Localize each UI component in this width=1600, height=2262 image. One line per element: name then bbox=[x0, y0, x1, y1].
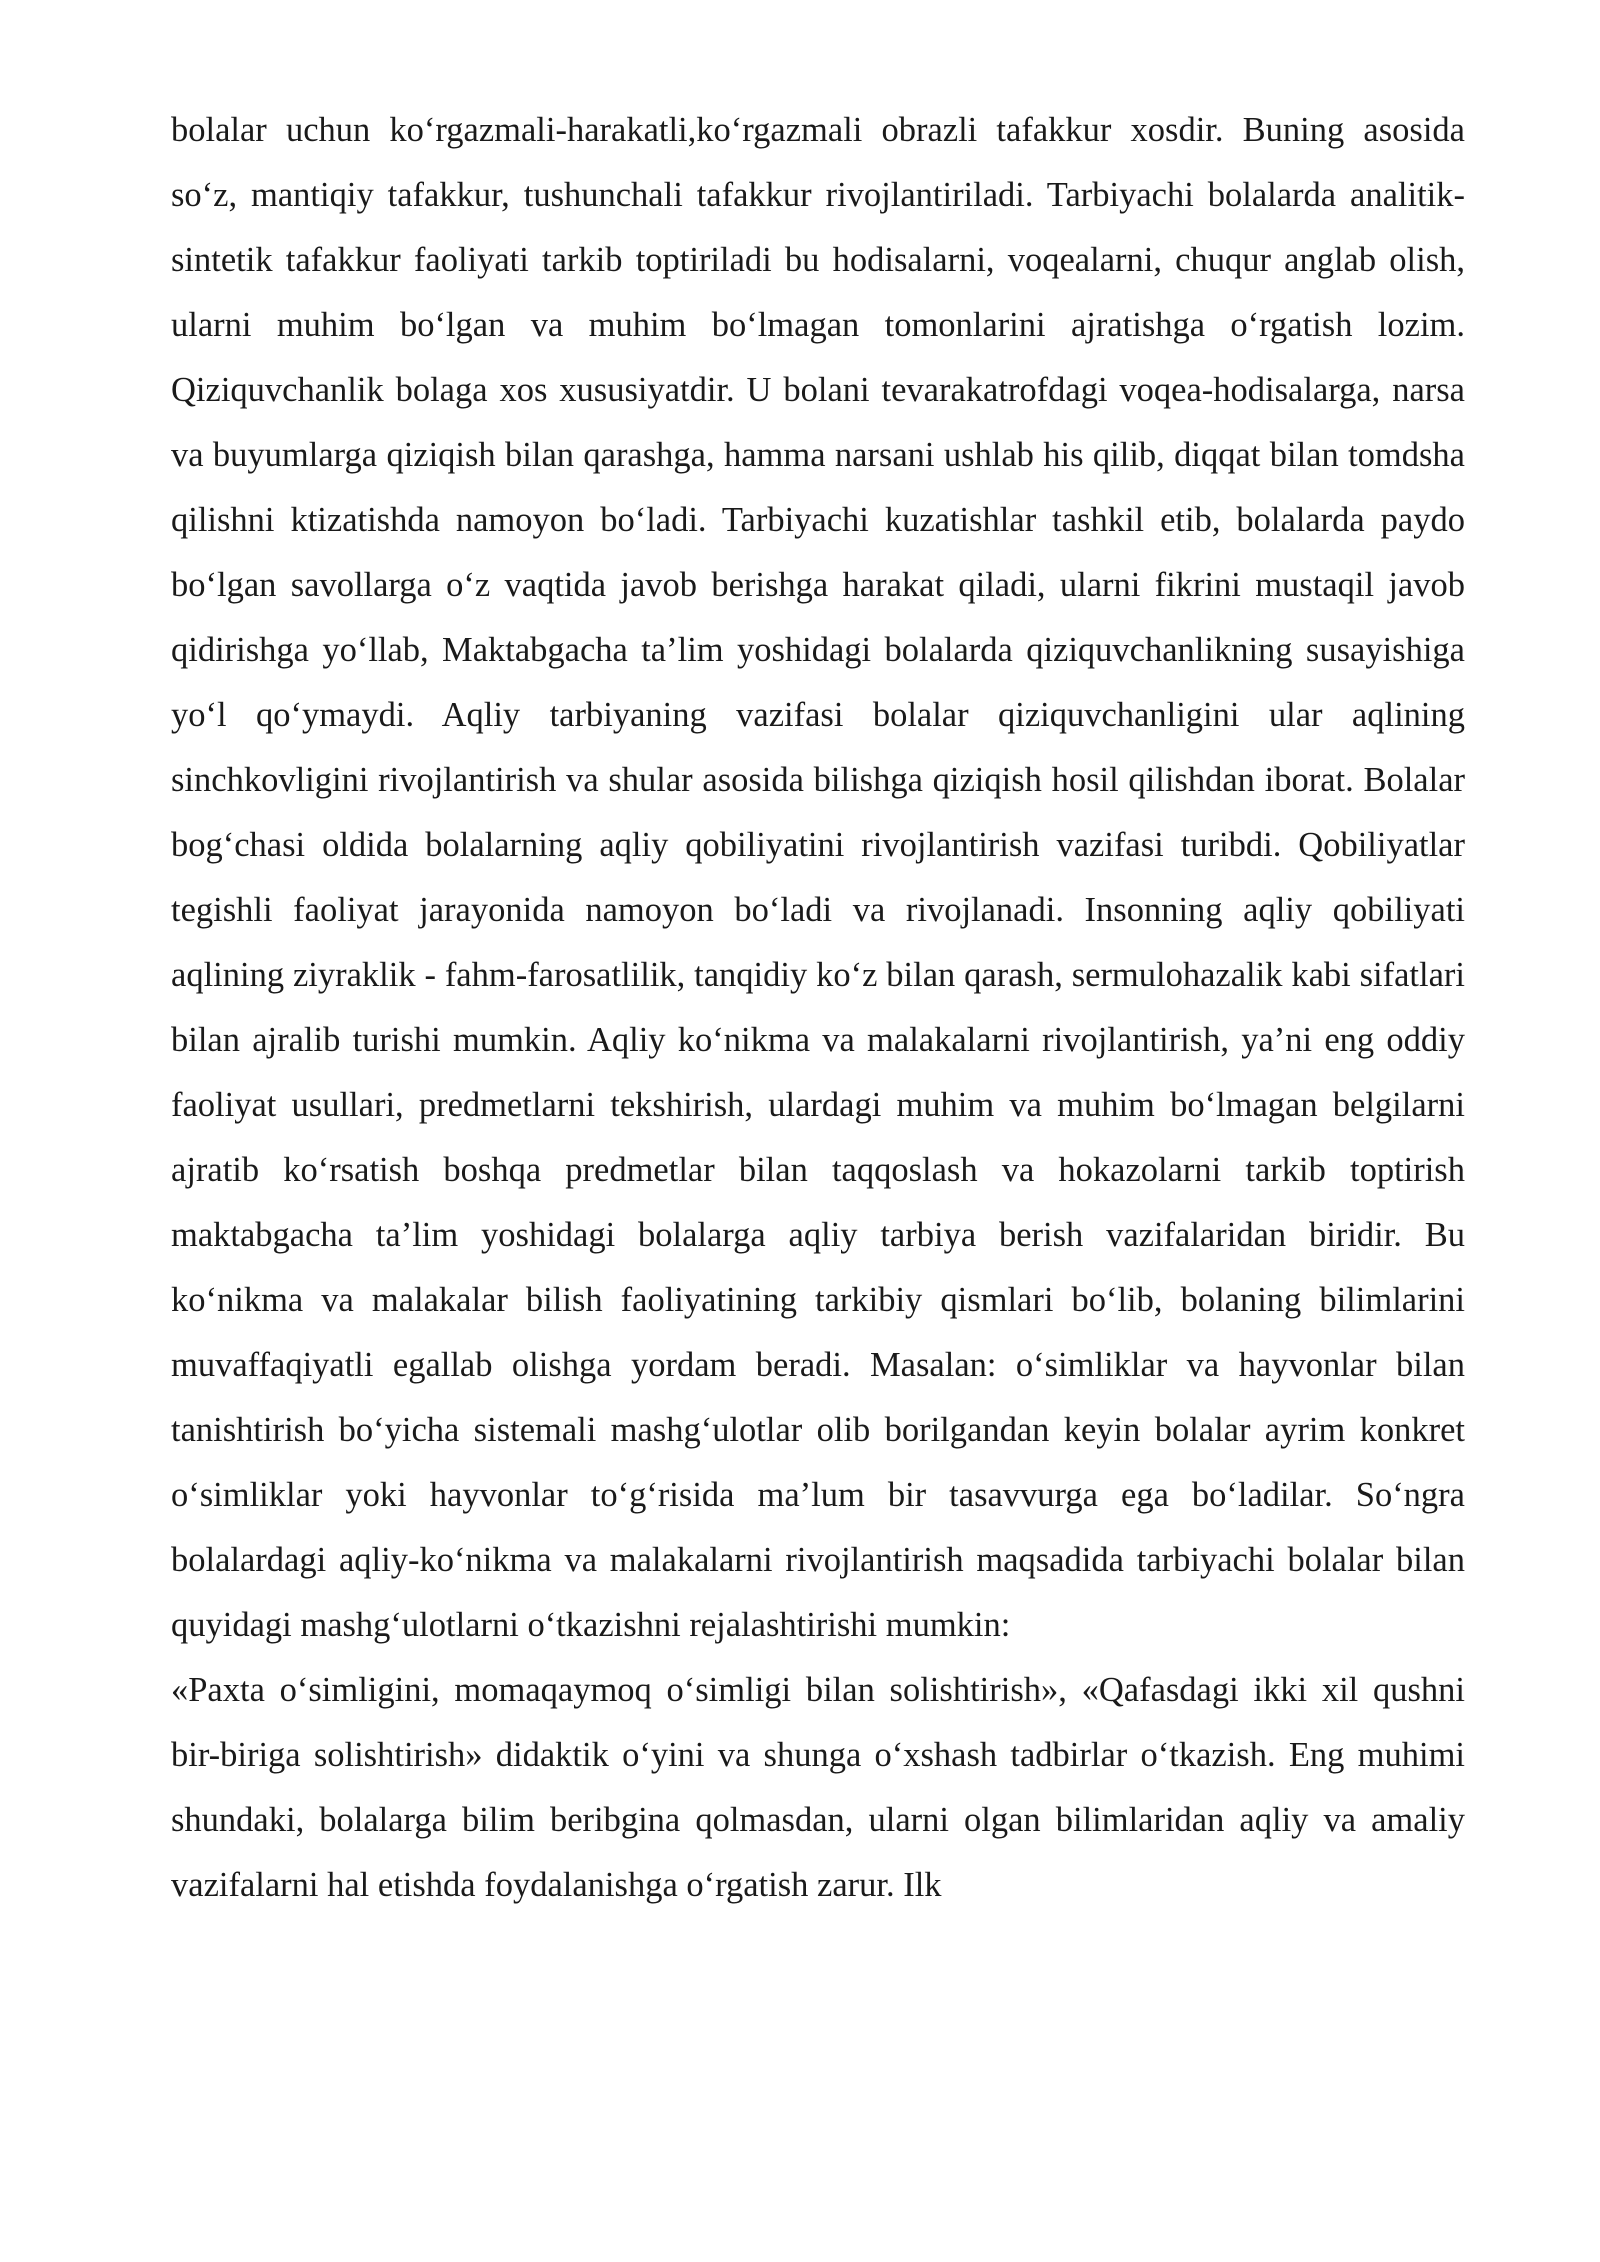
document-body bbox=[171, 98, 1465, 1918]
body-paragraph-2: «Paxta o‘simligini, momaqaymoq o‘simligi bilan solishtirish», «Qafasdagi ikki xil qushni bir-biriga solishtirish» didaktik o‘yini va shunga o‘xshash tadbirlar o‘tkazish. Eng muhimi shundaki, bolalarga bilim beribgina qolmasdan, ularni olgan bilimlaridan aqliy va amaliy vazifalarni hal etishda foydalanishga o‘rgatish zarur. Ilk bbox=[171, 1671, 1465, 1904]
body-paragraph-1: bolalar uchun ko‘rgazmali-harakatli,ko‘rgazmali obrazli tafakkur xosdir. Buning asosida so‘z, mantiqiy tafakkur, tushunchali tafakkur rivojlantiriladi. Tarbiyachi bolalarda analitik-sintetik tafakkur faoliyati tarkib toptiriladi bu hodisalarni, voqealarni, chuqur anglab olish, ularni muhim bo‘lgan va muhim bo‘lmagan tomonlarini ajratishga o‘rgatish lozim. Qiziquvchanlik bolaga xos xususiyatdir. U bolani tevarakatrofdagi voqea-hodisalarga, narsa va buyumlarga qiziqish bilan qarashga, hamma narsani ushlab his qilib, diqqat bilan tomdsha qilishni ktizatishda namoyon bo‘ladi. Tarbiyachi kuzatishlar tashkil etib, bolalarda paydo bo‘lgan savollarga o‘z vaqtida javob berishga harakat qiladi, ularni fikrini mustaqil javob qidirishga yo‘llab, Maktabgacha ta’lim yoshidagi bolalarda qiziquvchanlikning susayishiga yo‘l qo‘ymaydi. Aqliy tarbiyaning vazifasi bolalar qiziquvchanligini ular aqlining sinchkovligini rivojlantirish va shular asosida bilishga qiziqish hosil qilishdan iborat. Bolalar bog‘chasi oldida bolalarning aqliy qobiliyatini rivojlantirish vazifasi turibdi. Qobiliyatlar tegishli faoliyat jarayonida namoyon bo‘ladi va rivojlanadi. Insonning aqliy qobiliyati aqlining ziyraklik - fahm-farosatlilik, tanqidiy ko‘z bilan qarash, sermulohazalik kabi sifatlari bilan ajralib turishi mumkin. Aqliy ko‘nikma va malakalarni rivojlantirish, ya’ni eng oddiy faoliyat usullari, predmetlarni tekshirish, ulardagi muhim va muhim bo‘lmagan belgilarni ajratib ko‘rsatish boshqa predmetlar bilan taqqoslash va hokazolarni tarkib toptirish maktabgacha ta’lim yoshidagi bolalarga aqliy tarbiya berish vazifalaridan biridir. Bu ko‘nikma va malakalar bilish faoliyatining tarkibiy qismlari bo‘lib, bolaning bilimlarini muvaffaqiyatli egallab olishga yordam beradi. Masalan: o‘simliklar va hayvonlar bilan tanishtirish bo‘yicha sistemali mashg‘ulotlar olib borilgandan keyin bolalar ayrim konkret o‘simliklar yoki hayvonlar to‘g‘risida ma’lum bir tasavvurga ega bo‘ladilar. So‘ngra bolalardagi aqliy-ko‘nikma va malakalarni rivojlantirish maqsadida tarbiyachi bolalar bilan quyidagi mashg‘ulotlarni o‘tkazishni rejalashtirishi mumkin: bbox=[171, 111, 1465, 1644]
